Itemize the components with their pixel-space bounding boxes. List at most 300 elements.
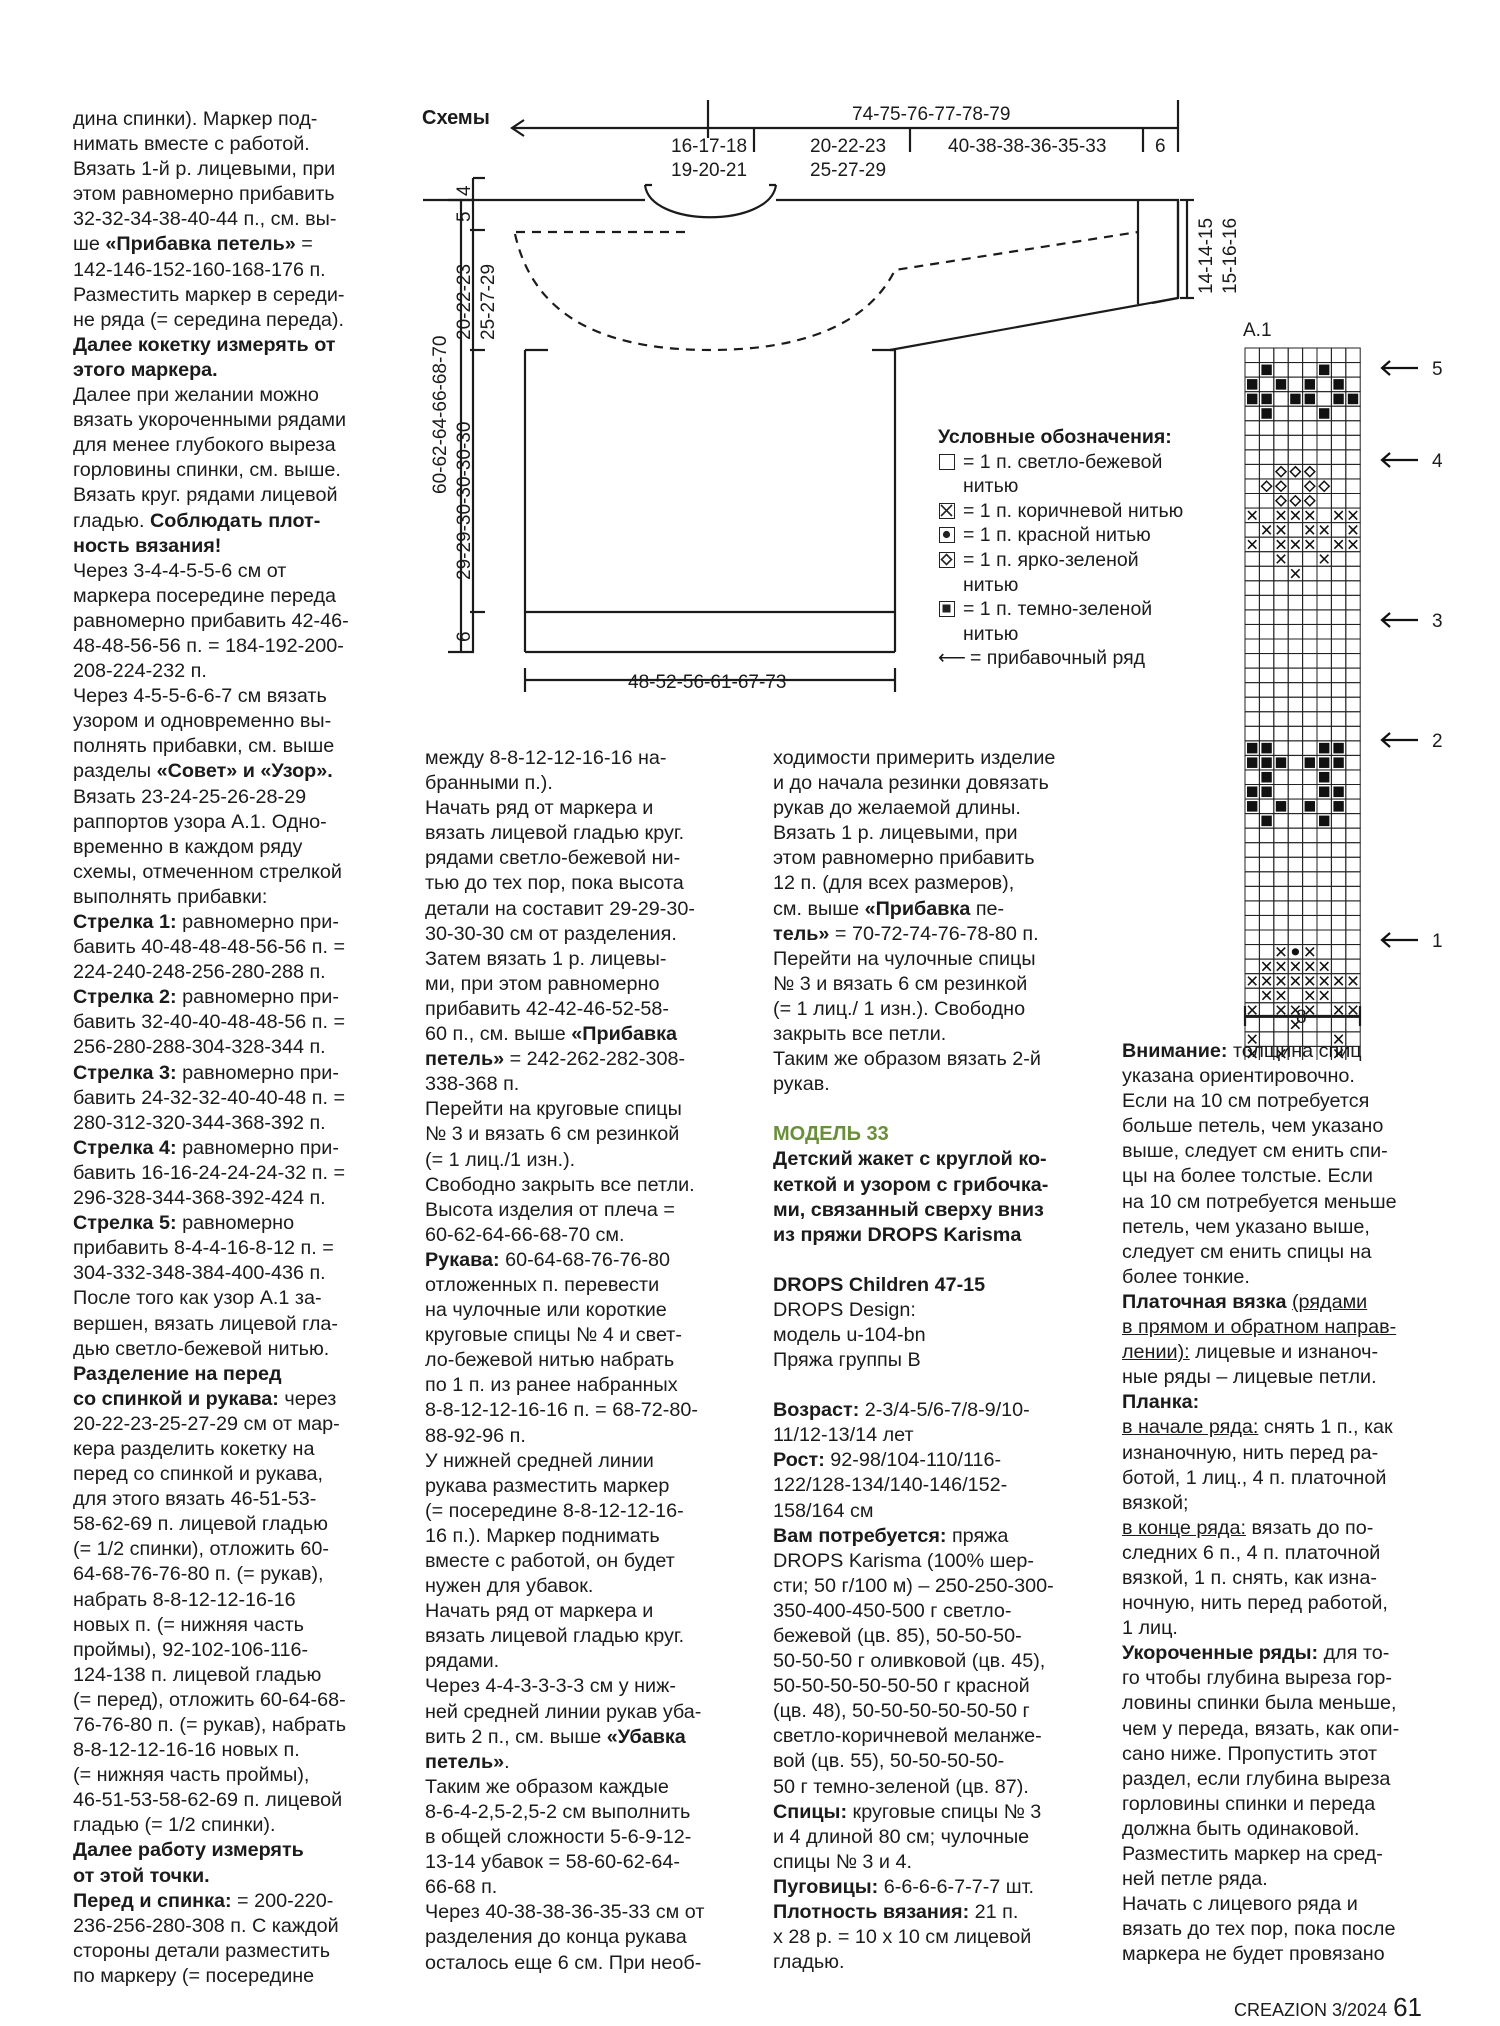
text-line: 16 п.). Маркер поднимать: [425, 1524, 660, 1547]
chart-cell: [1288, 639, 1302, 654]
chart-cell: [1346, 377, 1360, 392]
chart-cell: [1259, 566, 1273, 581]
design-line: модель u-104-bn: [773, 1323, 926, 1346]
text-line: нимать вместе с работой.: [73, 133, 310, 156]
chart-cell: [1288, 552, 1302, 567]
chart-cell: [1317, 639, 1331, 654]
text-line: 208-224-232 п.: [73, 660, 207, 683]
chart-cell: [1346, 683, 1360, 698]
chart-cell: [1288, 406, 1302, 421]
chart-cell: [1259, 581, 1273, 596]
chart-cell: [1331, 421, 1345, 436]
chart-cell: [1274, 872, 1288, 887]
chart-cell: [1331, 581, 1345, 596]
chart-mark-filled: [1261, 365, 1271, 376]
dim-neck: 16-17-18: [671, 136, 748, 157]
chart-mark-filled: [1261, 787, 1271, 798]
text-line: узором и одновременно вы-: [73, 710, 332, 733]
text-line: равномерно прибавить 42-46-: [73, 609, 349, 632]
chart-cell: [1317, 537, 1331, 552]
text-line: № 3 и вязать 6 см резинкой: [773, 972, 1028, 995]
chart-cell: [1317, 915, 1331, 930]
chart-cell: [1288, 610, 1302, 625]
chart-cell: [1245, 348, 1259, 363]
text-line: от этой точки.: [73, 1864, 210, 1887]
text-line: чем у переда, вязать, как опи-: [1122, 1717, 1400, 1740]
chart-mark-filled: [1333, 757, 1343, 768]
filled-square-icon: [939, 601, 955, 617]
text-line: вязкой, 1 п. снять, как изна-: [1122, 1566, 1377, 1589]
text-line: петель».: [425, 1750, 510, 1773]
text-line: Платочная вязка (рядами: [1122, 1290, 1368, 1313]
chart-cell: [1317, 392, 1331, 407]
chart-mark-cross: [1262, 526, 1270, 535]
chart-cell: [1245, 843, 1259, 858]
chart-cell: [1346, 770, 1360, 785]
text-line: Рост: 92-98/104-110/116-: [773, 1449, 1002, 1472]
chart-cell: [1303, 726, 1317, 741]
chart-cell: [1245, 406, 1259, 421]
chart-cell: [1346, 915, 1360, 930]
chart-mark-filled: [1305, 394, 1315, 405]
chart-mark-cross: [1349, 540, 1357, 549]
chart-cell: [1317, 945, 1331, 960]
chart-cell: [1331, 595, 1345, 610]
arrow-left-icon: [1382, 613, 1418, 627]
text-line: проймы), 92-102-106-116-: [73, 1638, 309, 1661]
chart-cell: [1303, 901, 1317, 916]
text-line: этом равномерно прибавить: [773, 847, 1035, 870]
chart-cell: [1346, 610, 1360, 625]
chart-cell: [1274, 624, 1288, 639]
text-line: этого маркера.: [73, 358, 218, 381]
arrow-left-icon: [1382, 933, 1418, 947]
chart-cell: [1245, 726, 1259, 741]
text-column-1: [73, 107, 393, 1989]
chart-cell: [1259, 726, 1273, 741]
chart-cell: [1331, 479, 1345, 494]
chart-cell: [1274, 639, 1288, 654]
chart-cell: [1274, 770, 1288, 785]
chart-mark-cross: [1277, 511, 1285, 520]
chart-cell: [1274, 581, 1288, 596]
text-line: Планка:: [1122, 1391, 1200, 1414]
chart-cell: [1259, 639, 1273, 654]
pattern-chart-a1: [1245, 348, 1360, 1060]
text-line: Если на 10 см потребуется: [1122, 1090, 1370, 1113]
chart-cell: [1303, 363, 1317, 378]
model-title: Детский жакет с круглой ко-: [773, 1148, 1047, 1171]
chart-cell: [1303, 683, 1317, 698]
text-line: 32-32-34-38-40-44 п., см. вы-: [73, 208, 337, 231]
chart-cell: [1331, 872, 1345, 887]
chart-cell: [1274, 741, 1288, 756]
chart-cell: [1331, 697, 1345, 712]
chart-cell: [1346, 857, 1360, 872]
model-code: DROPS Children 47-15: [773, 1273, 986, 1296]
chart-mark-cross: [1291, 569, 1299, 578]
text-line: (= посередине 8-8-12-12-16-: [425, 1499, 684, 1522]
chart-cell: [1245, 712, 1259, 727]
text-line: ми, при этом равномерно: [425, 972, 660, 995]
chart-cell: [1288, 421, 1302, 436]
text-line: тель» = 70-72-74-76-78-80 п.: [773, 922, 1039, 945]
text-line: 8-8-12-12-16-16 п. = 68-72-80-: [425, 1399, 698, 1422]
empty-square-icon: [939, 454, 955, 470]
text-line: гладью. Соблюдать плот-: [73, 509, 321, 532]
chart-cell: [1303, 828, 1317, 843]
chart-cell: [1259, 610, 1273, 625]
dim-shoulder: 20-22-23: [810, 136, 887, 157]
chart-cell: [1288, 479, 1302, 494]
chart-cell: [1303, 668, 1317, 683]
chart-cell: [1317, 1017, 1331, 1032]
chart-cell: [1303, 930, 1317, 945]
chart-cell: [1331, 930, 1345, 945]
text-line: в конце ряда: вязать до по-: [1122, 1516, 1374, 1539]
chart-cell: [1346, 959, 1360, 974]
chart-cell: [1303, 421, 1317, 436]
text-line: ные ряды – лицевые петли.: [1122, 1366, 1377, 1389]
text-line: рядами светло-бежевой ни-: [425, 847, 681, 870]
chart-cell: [1317, 683, 1331, 698]
text-line: 236-256-280-308 п. С каждой: [73, 1914, 339, 1937]
text-line: 58-62-69 п. лицевой гладью: [73, 1513, 328, 1536]
text-line: х 28 р. = 10 х 10 см лицевой: [773, 1926, 1032, 1949]
chart-mark-diamond: [1276, 496, 1286, 506]
chart-mark-diamond: [1305, 481, 1315, 491]
chart-cell: [1317, 654, 1331, 669]
chart-cell: [1346, 479, 1360, 494]
chart-cell: [1245, 945, 1259, 960]
chart-cell: [1331, 915, 1345, 930]
chart-mark-cross: [1349, 526, 1357, 535]
chart-cell: [1245, 872, 1259, 887]
text-line: (= 1/2 спинки), отложить 60-: [73, 1538, 329, 1561]
text-line: бавить 16-16-24-24-24-32 п. =: [73, 1161, 346, 1184]
text-line: ботой, 1 лиц., 4 п. платочной: [1122, 1466, 1387, 1489]
chart-cell: [1274, 610, 1288, 625]
chart-mark-cross: [1277, 962, 1285, 971]
chart-cell: [1346, 828, 1360, 843]
text-line: Стрелка 2: равномерно при-: [73, 986, 339, 1009]
chart-cell: [1331, 464, 1345, 479]
chart-mark-cross: [1248, 540, 1256, 549]
text-line: ло-бежевой нитью набрать: [425, 1349, 675, 1372]
chart-cell: [1317, 450, 1331, 465]
chart-cell: [1274, 814, 1288, 829]
chart-cell: [1346, 348, 1360, 363]
chart-cell: [1274, 654, 1288, 669]
chart-mark-filled: [1333, 801, 1343, 812]
text-line: 48-48-56-56 п. = 184-192-200-: [73, 634, 344, 657]
text-line: круговые спицы № 4 и свет-: [425, 1324, 682, 1347]
text-line: Перед и спинка: = 200-220-: [73, 1889, 334, 1912]
chart-cell: [1317, 581, 1331, 596]
chart-cell: [1288, 435, 1302, 450]
chart-cell: [1331, 959, 1345, 974]
chart-cell: [1331, 857, 1345, 872]
text-line: следует см енить спицы на: [1122, 1240, 1372, 1263]
chart-cell: [1346, 624, 1360, 639]
text-line: 20-22-23-25-27-29 см от мар-: [73, 1412, 340, 1435]
chart-cell: [1317, 508, 1331, 523]
chart-mark-filled: [1247, 787, 1257, 798]
chart-cell: [1274, 857, 1288, 872]
chart-cell: [1288, 755, 1302, 770]
chart-cell: [1317, 697, 1331, 712]
chart-cell: [1288, 886, 1302, 901]
chart-mark-diamond: [1262, 481, 1272, 491]
chart-repeat-label: 8: [1296, 1007, 1307, 1028]
chart-cell: [1346, 421, 1360, 436]
text-line: по маркеру (= посередине: [73, 1964, 315, 1987]
legend-item-dark-green: [938, 597, 1183, 646]
chart-mark-filled: [1305, 801, 1315, 812]
design-line: DROPS Design:: [773, 1298, 916, 1321]
chart-cell: [1288, 363, 1302, 378]
legend-item-red: [938, 523, 1183, 548]
chart-mark-cross: [1306, 977, 1314, 986]
chart-cell: [1317, 610, 1331, 625]
chart-mark-filled: [1247, 801, 1257, 812]
chart-cell: [1303, 857, 1317, 872]
chart-cell: [1245, 683, 1259, 698]
chart-cell: [1346, 755, 1360, 770]
chart-mark-filled: [1319, 408, 1329, 419]
legend-text: = 1 п. ярко-зеленой: [963, 548, 1139, 571]
legend-title: Условные обозначения:: [938, 426, 1172, 448]
chart-mark-cross: [1349, 511, 1357, 520]
chart-cell: [1331, 945, 1345, 960]
text-line: 8-8-12-12-16-16 новых п.: [73, 1739, 300, 1762]
text-line: больше петель, чем указано: [1122, 1115, 1384, 1138]
chart-mark-filled: [1261, 772, 1271, 783]
chart-cell: [1259, 886, 1273, 901]
chart-cell: [1317, 799, 1331, 814]
chart-cell: [1346, 843, 1360, 858]
chart-cell: [1259, 712, 1273, 727]
chart-mark-diamond: [1305, 496, 1315, 506]
chart-cell: [1259, 872, 1273, 887]
chart-mark-filled: [1290, 394, 1300, 405]
chart-cell: [1317, 494, 1331, 509]
chart-cell: [1303, 741, 1317, 756]
chart-cell: [1331, 610, 1345, 625]
chart-mark-filled: [1261, 757, 1271, 768]
model-title: из пряжи DROPS Karisma: [773, 1223, 1022, 1246]
text-line: лении): лицевые и изнаноч-: [1122, 1341, 1379, 1364]
design-line: Пряжа группы B: [773, 1349, 921, 1372]
legend-text: = 1 п. светло-бежевой: [963, 450, 1163, 473]
text-line: Стрелка 3: равномерно при-: [73, 1061, 339, 1084]
text-line: и до начала резинки довязать: [773, 772, 1049, 795]
chart-mark-cross: [1320, 977, 1328, 986]
chart-cell: [1259, 624, 1273, 639]
text-line: 256-280-288-304-328-344 п.: [73, 1036, 326, 1059]
chart-cell: [1346, 450, 1360, 465]
chart-mark-filled: [1261, 394, 1271, 405]
chart-cell: [1274, 697, 1288, 712]
chart-cell: [1288, 901, 1302, 916]
text-line: отложенных п. перевести: [425, 1273, 660, 1296]
text-line: го чтобы глубина выреза гор-: [1122, 1667, 1392, 1690]
text-line: закрыть все петли.: [773, 1023, 947, 1046]
text-line: не ряда (= середина переда).: [73, 308, 344, 331]
text-line: кера разделить кокетку на: [73, 1437, 315, 1460]
chart-cell: [1245, 697, 1259, 712]
chart-cell: [1303, 915, 1317, 930]
text-line: вязать до тех пор, пока после: [1122, 1918, 1396, 1941]
chart-mark-filled: [1333, 379, 1343, 390]
chart-mark-filled: [1333, 394, 1343, 405]
chart-cell: [1274, 348, 1288, 363]
legend-text: = 1 п. красной нитью: [963, 524, 1151, 547]
increase-row-label: 3: [1432, 611, 1443, 632]
chart-cell: [1331, 988, 1345, 1003]
chart-cell: [1288, 843, 1302, 858]
text-line: Укороченные ряды: для то-: [1122, 1642, 1390, 1665]
text-line: 50 г темно-зеленой (цв. 87).: [773, 1775, 1029, 1798]
text-line: Затем вязать 1 р. лицевы-: [425, 947, 667, 970]
chart-cell: [1331, 814, 1345, 829]
arrow-left-icon: ⟵: [938, 647, 966, 670]
text-line: Разместить маркер на сред-: [1122, 1843, 1383, 1865]
chart-mark-cross: [1306, 511, 1314, 520]
legend-item-increase-row: [938, 646, 1183, 671]
chart-cell: [1245, 654, 1259, 669]
chart-cell: [1274, 566, 1288, 581]
chart-cell: [1245, 581, 1259, 596]
text-line: 13-14 убавок = 58-60-62-64-: [425, 1851, 680, 1874]
chart-cell: [1303, 872, 1317, 887]
text-line: ней петле ряда.: [1122, 1868, 1268, 1891]
chart-cell: [1288, 799, 1302, 814]
diagram-title: Схемы: [422, 107, 490, 129]
text-line: Таким же образом каждые: [425, 1775, 669, 1798]
chart-cell: [1245, 901, 1259, 916]
chart-cell: [1331, 828, 1345, 843]
text-line: (= 1 лиц./1 изн.).: [425, 1148, 576, 1171]
chart-cell: [1331, 843, 1345, 858]
chart-cell: [1245, 814, 1259, 829]
chart-cell: [1346, 712, 1360, 727]
chart-cell: [1288, 523, 1302, 538]
chart-cell: [1288, 348, 1302, 363]
chart-cell: [1346, 872, 1360, 887]
chart-cell: [1288, 712, 1302, 727]
chart-cell: [1303, 348, 1317, 363]
text-line: (= нижняя часть проймы),: [73, 1764, 310, 1787]
text-line: прибавить 8-4-4-16-8-12 п. =: [73, 1237, 334, 1260]
chart-cell: [1245, 828, 1259, 843]
chart-cell: [1346, 435, 1360, 450]
chart-mark-filled: [1261, 816, 1271, 827]
text-line: 30-30-30 см от разделения.: [425, 922, 677, 945]
chart-mark-filled: [1276, 757, 1286, 768]
model-number: МОДЕЛЬ 33: [773, 1123, 889, 1146]
chart-mark-filled: [1247, 394, 1257, 405]
text-line: Вязать 1 р. лицевыми, при: [773, 822, 1018, 845]
chart-mark-filled: [1247, 743, 1257, 754]
text-line: Плотность вязания: 21 п.: [773, 1901, 1019, 1924]
chart-mark-cross: [1262, 991, 1270, 1000]
text-line: дина спинки). Маркер под-: [73, 108, 318, 130]
text-line: разделения до конца рукава: [425, 1926, 687, 1949]
text-line: горловины спинки, см. выше.: [73, 459, 341, 482]
text-line: раздел, если глубина выреза: [1122, 1767, 1391, 1790]
text-line: DROPS Karisma (100% шер-: [773, 1549, 1035, 1572]
chart-cell: [1259, 654, 1273, 669]
chart-cell: [1274, 901, 1288, 916]
chart-cell: [1259, 697, 1273, 712]
legend: [938, 425, 1183, 671]
text-line: 1 лиц.: [1122, 1617, 1178, 1640]
chart-cell: [1331, 639, 1345, 654]
chart-mark-filled: [1247, 757, 1257, 768]
page-number: 61: [1393, 1992, 1422, 2022]
text-line: 158/164 см: [773, 1499, 874, 1522]
chart-cell: [1346, 697, 1360, 712]
text-line: 338-368 п.: [425, 1073, 520, 1096]
text-line: 12 п. (для всех размеров),: [773, 872, 1015, 895]
text-line: для этого вязать 46-51-53-: [73, 1488, 317, 1511]
dim-bottom: 48-52-56-61-67-73: [628, 672, 787, 693]
spacer: [773, 1373, 1093, 1398]
text-line: ловины спинки была меньше,: [1122, 1692, 1397, 1715]
text-line: новых п. (= нижняя часть: [73, 1613, 304, 1636]
chart-cell: [1245, 639, 1259, 654]
dim-yoke-2: 25-27-29: [478, 263, 499, 340]
spacer: [773, 1248, 1093, 1273]
text-line: рукав до желаемой длины.: [773, 797, 1021, 820]
chart-mark-cross: [1306, 991, 1314, 1000]
chart-cell: [1346, 406, 1360, 421]
chart-cell: [1274, 886, 1288, 901]
chart-cell: [1274, 421, 1288, 436]
text-line: вой (цв. 55), 50-50-50-50-: [773, 1750, 1005, 1773]
chart-cell: [1288, 785, 1302, 800]
chart-cell: [1245, 435, 1259, 450]
chart-cell: [1259, 930, 1273, 945]
dim-cuff: 6: [1155, 136, 1166, 157]
chart-cell: [1288, 741, 1302, 756]
model-title: кеткой и узором с грибочка-: [773, 1173, 1049, 1196]
text-line: дью светло-бежевой нитью.: [73, 1337, 330, 1360]
chart-cell: [1317, 901, 1331, 916]
arrow-left-icon: [1382, 361, 1418, 375]
chart-cell: [1245, 668, 1259, 683]
chart-cell: [1346, 363, 1360, 378]
text-line: вязать укороченными рядами: [73, 409, 347, 432]
text-line: Перейти на чулочные спицы: [773, 947, 1036, 970]
chart-mark-cross: [1334, 511, 1342, 520]
chart-cell: [1346, 901, 1360, 916]
chart-cell: [1331, 726, 1345, 741]
chart-cell: [1245, 523, 1259, 538]
text-line: 50-50-50 г оливковой (цв. 45),: [773, 1650, 1046, 1673]
chart-cell: [1331, 668, 1345, 683]
text-line: 304-332-348-384-400-436 п.: [73, 1262, 326, 1285]
text-line: выполнять прибавки:: [73, 885, 268, 908]
chart-mark-diamond: [1290, 467, 1300, 477]
chart-cell: [1288, 624, 1302, 639]
text-line: Разделение на перед: [73, 1362, 282, 1385]
text-line: После того как узор А.1 за-: [73, 1287, 322, 1310]
text-column-3: [773, 746, 1093, 1975]
chart-cell: [1259, 857, 1273, 872]
text-line: Начать с лицевого ряда и: [1122, 1893, 1358, 1916]
